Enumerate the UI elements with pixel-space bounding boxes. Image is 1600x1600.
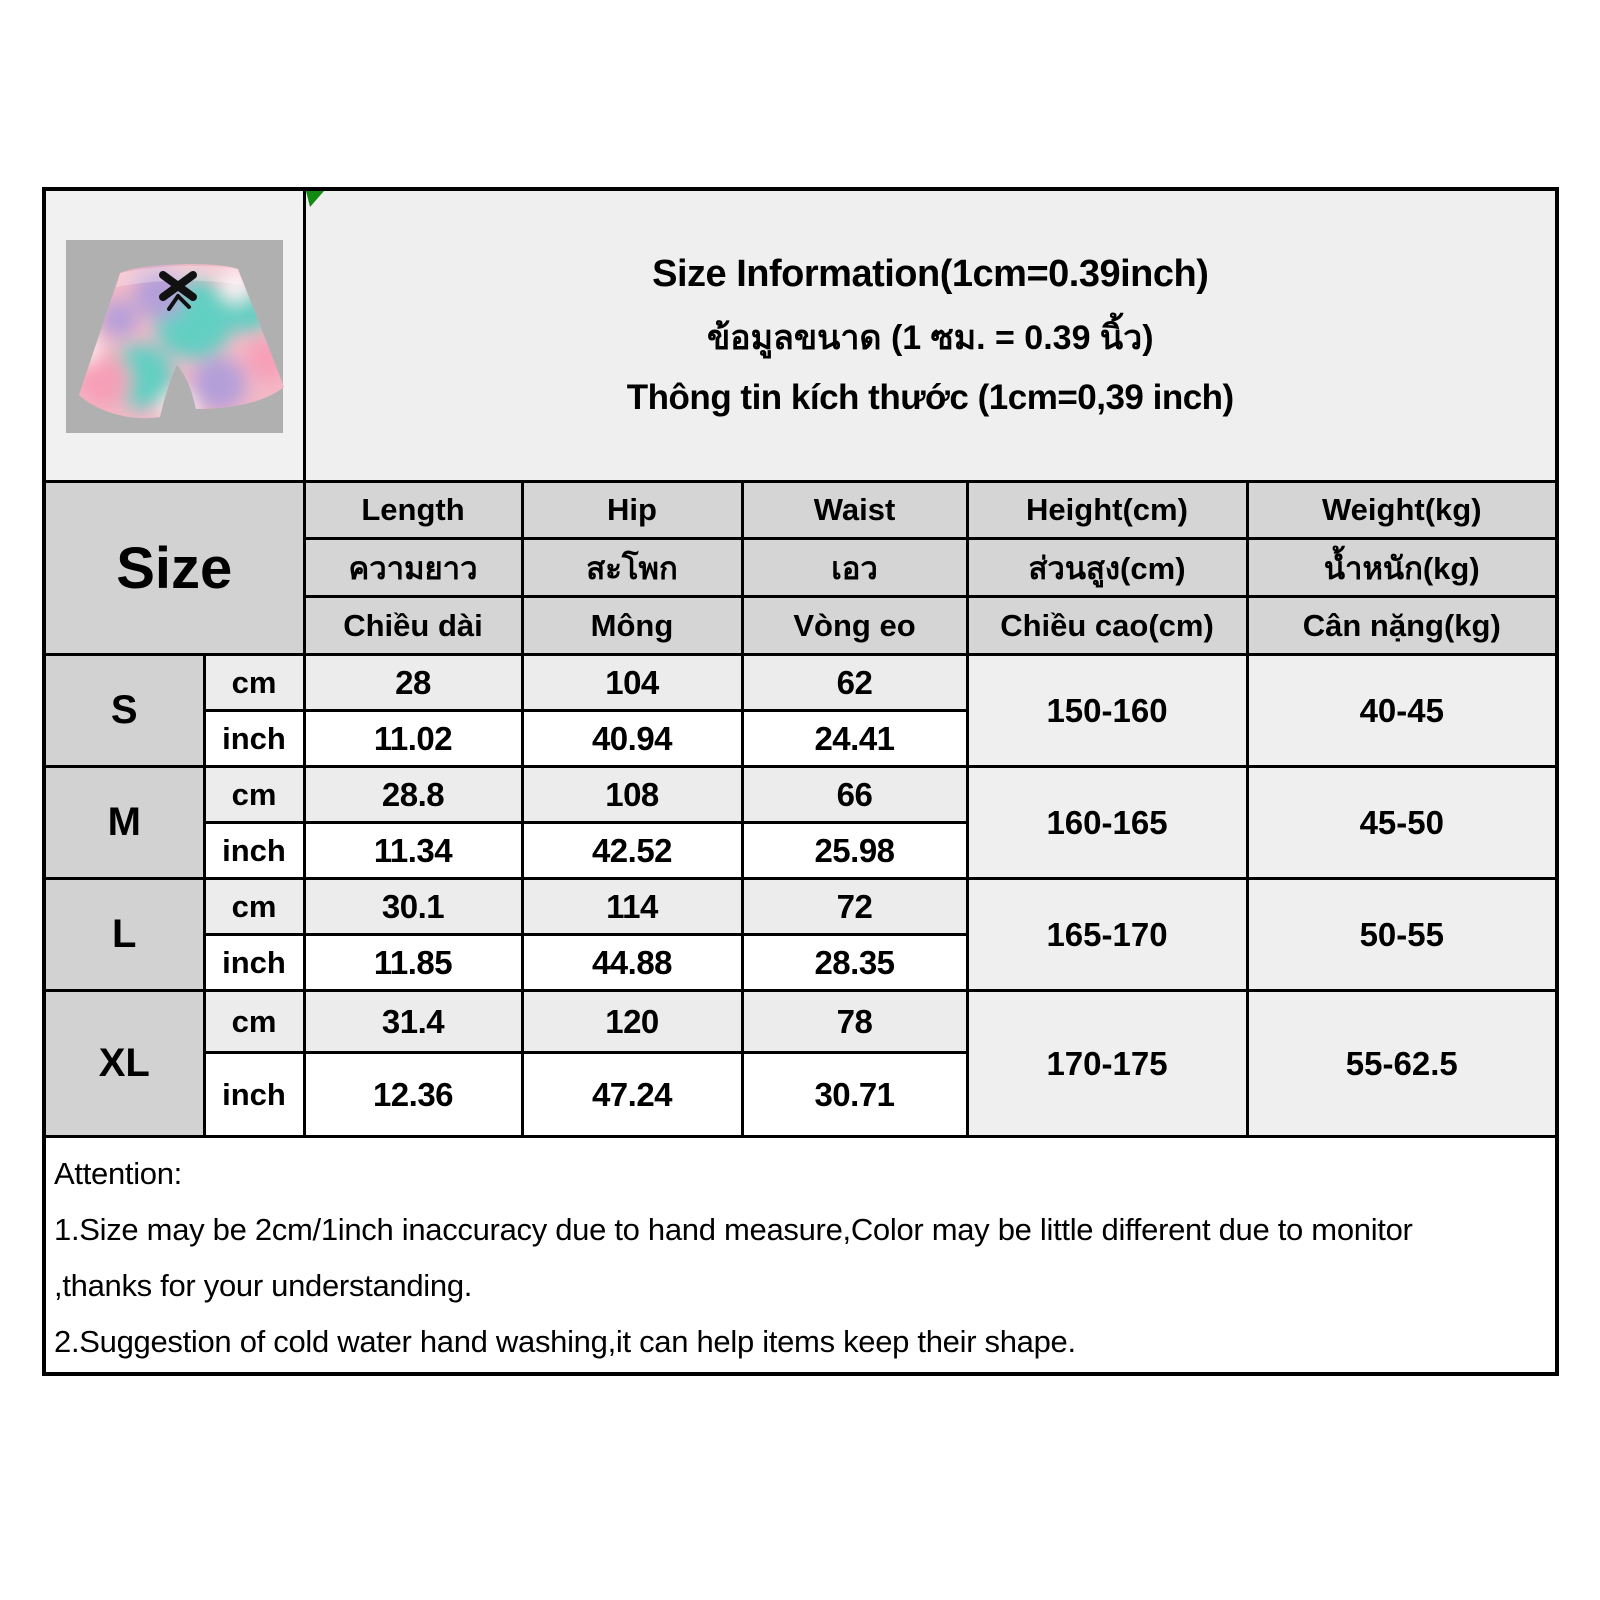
value-cell: 28.35 xyxy=(742,935,967,991)
value-cell: 42.52 xyxy=(522,823,742,879)
size-table xyxy=(42,187,1559,1376)
attention-line-3: 2.Suggestion of cold water hand washing,it can help items keep their shape. xyxy=(54,1324,1076,1359)
table-row xyxy=(44,655,1557,711)
value-cell: 78 xyxy=(742,991,967,1053)
col-header-hip-vi: Mông xyxy=(522,597,742,655)
value-cell: 30.1 xyxy=(304,879,522,935)
value-cell: 114 xyxy=(522,879,742,935)
attention-line-2: ,thanks for your understanding. xyxy=(54,1268,473,1303)
col-header-length-vi: Chiều dài xyxy=(304,597,522,655)
attention-title: Attention: xyxy=(54,1156,182,1191)
value-cell: 40.94 xyxy=(522,711,742,767)
value-cell: 12.36 xyxy=(304,1053,522,1137)
value-cell: 62 xyxy=(742,655,967,711)
unit-label: inch xyxy=(204,823,304,879)
shorts-product-image xyxy=(46,191,303,480)
value-cell: 72 xyxy=(742,879,967,935)
weight-range-cell: 55-62.5 xyxy=(1247,991,1557,1137)
size-chart-sheet xyxy=(42,187,1555,1408)
height-range-cell: 150-160 xyxy=(967,655,1247,767)
weight-range-cell: 45-50 xyxy=(1247,767,1557,879)
weight-range-cell: 50-55 xyxy=(1247,879,1557,991)
page-title-vi: Thông tin kích thước (1cm=0,39 inch) xyxy=(626,378,1234,417)
value-cell: 44.88 xyxy=(522,935,742,991)
attention-note xyxy=(46,1138,1555,1370)
value-cell: 28.8 xyxy=(304,767,522,823)
value-cell: 11.85 xyxy=(304,935,522,991)
unit-label: inch xyxy=(204,935,304,991)
col-header-weight-en: Weight(kg) xyxy=(1247,482,1557,539)
value-cell: 28 xyxy=(304,655,522,711)
value-cell: 30.71 xyxy=(742,1053,967,1137)
height-range-cell: 170-175 xyxy=(967,991,1247,1137)
unit-label: cm xyxy=(204,767,304,823)
height-range-cell: 160-165 xyxy=(967,767,1247,879)
title-cell xyxy=(304,189,1557,482)
unit-label: cm xyxy=(204,879,304,935)
value-cell: 47.24 xyxy=(522,1053,742,1137)
table-row xyxy=(44,991,1557,1053)
col-header-height-vi: Chiều cao(cm) xyxy=(967,597,1247,655)
size-label-l: L xyxy=(44,879,204,991)
attention-note-cell xyxy=(44,1137,1557,1374)
col-header-hip-en: Hip xyxy=(522,482,742,539)
col-header-length-en: Length xyxy=(304,482,522,539)
product-photo-cell xyxy=(44,189,304,482)
attention-line-1: 1.Size may be 2cm/1inch inaccuracy due to hand measure,Color may be little different due to monitor xyxy=(54,1212,1413,1247)
value-cell: 11.34 xyxy=(304,823,522,879)
value-cell: 11.02 xyxy=(304,711,522,767)
unit-label: inch xyxy=(204,1053,304,1137)
value-cell: 25.98 xyxy=(742,823,967,879)
table-row xyxy=(44,879,1557,935)
unit-label: cm xyxy=(204,655,304,711)
height-range-cell: 165-170 xyxy=(967,879,1247,991)
size-label-m: M xyxy=(44,767,204,879)
col-header-waist-vi: Vòng eo xyxy=(742,597,967,655)
weight-range-cell: 40-45 xyxy=(1247,655,1557,767)
value-cell: 108 xyxy=(522,767,742,823)
col-header-height-en: Height(cm) xyxy=(967,482,1247,539)
col-header-weight-vi: Cân nặng(kg) xyxy=(1247,597,1557,655)
value-cell: 104 xyxy=(522,655,742,711)
col-header-hip-th: สะโพก xyxy=(522,539,742,597)
size-label-xl: XL xyxy=(44,991,204,1137)
page-title-th: ข้อมูลขนาด (1 ซม. = 0.39 นิ้ว) xyxy=(706,319,1154,357)
col-header-weight-th: น้ำหนัก(kg) xyxy=(1247,539,1557,597)
value-cell: 120 xyxy=(522,991,742,1053)
col-header-length-th: ความยาว xyxy=(304,539,522,597)
col-header-waist-en: Waist xyxy=(742,482,967,539)
table-row xyxy=(44,767,1557,823)
value-cell: 31.4 xyxy=(304,991,522,1053)
unit-label: inch xyxy=(204,711,304,767)
value-cell: 24.41 xyxy=(742,711,967,767)
size-header-cell: Size xyxy=(44,482,304,655)
page-title-en: Size Information(1cm=0.39inch) xyxy=(652,253,1209,295)
green-corner-marker-icon xyxy=(306,191,326,209)
col-header-waist-th: เอว xyxy=(742,539,967,597)
col-header-height-th: ส่วนสูง(cm) xyxy=(967,539,1247,597)
unit-label: cm xyxy=(204,991,304,1053)
value-cell: 66 xyxy=(742,767,967,823)
size-label-s: S xyxy=(44,655,204,767)
